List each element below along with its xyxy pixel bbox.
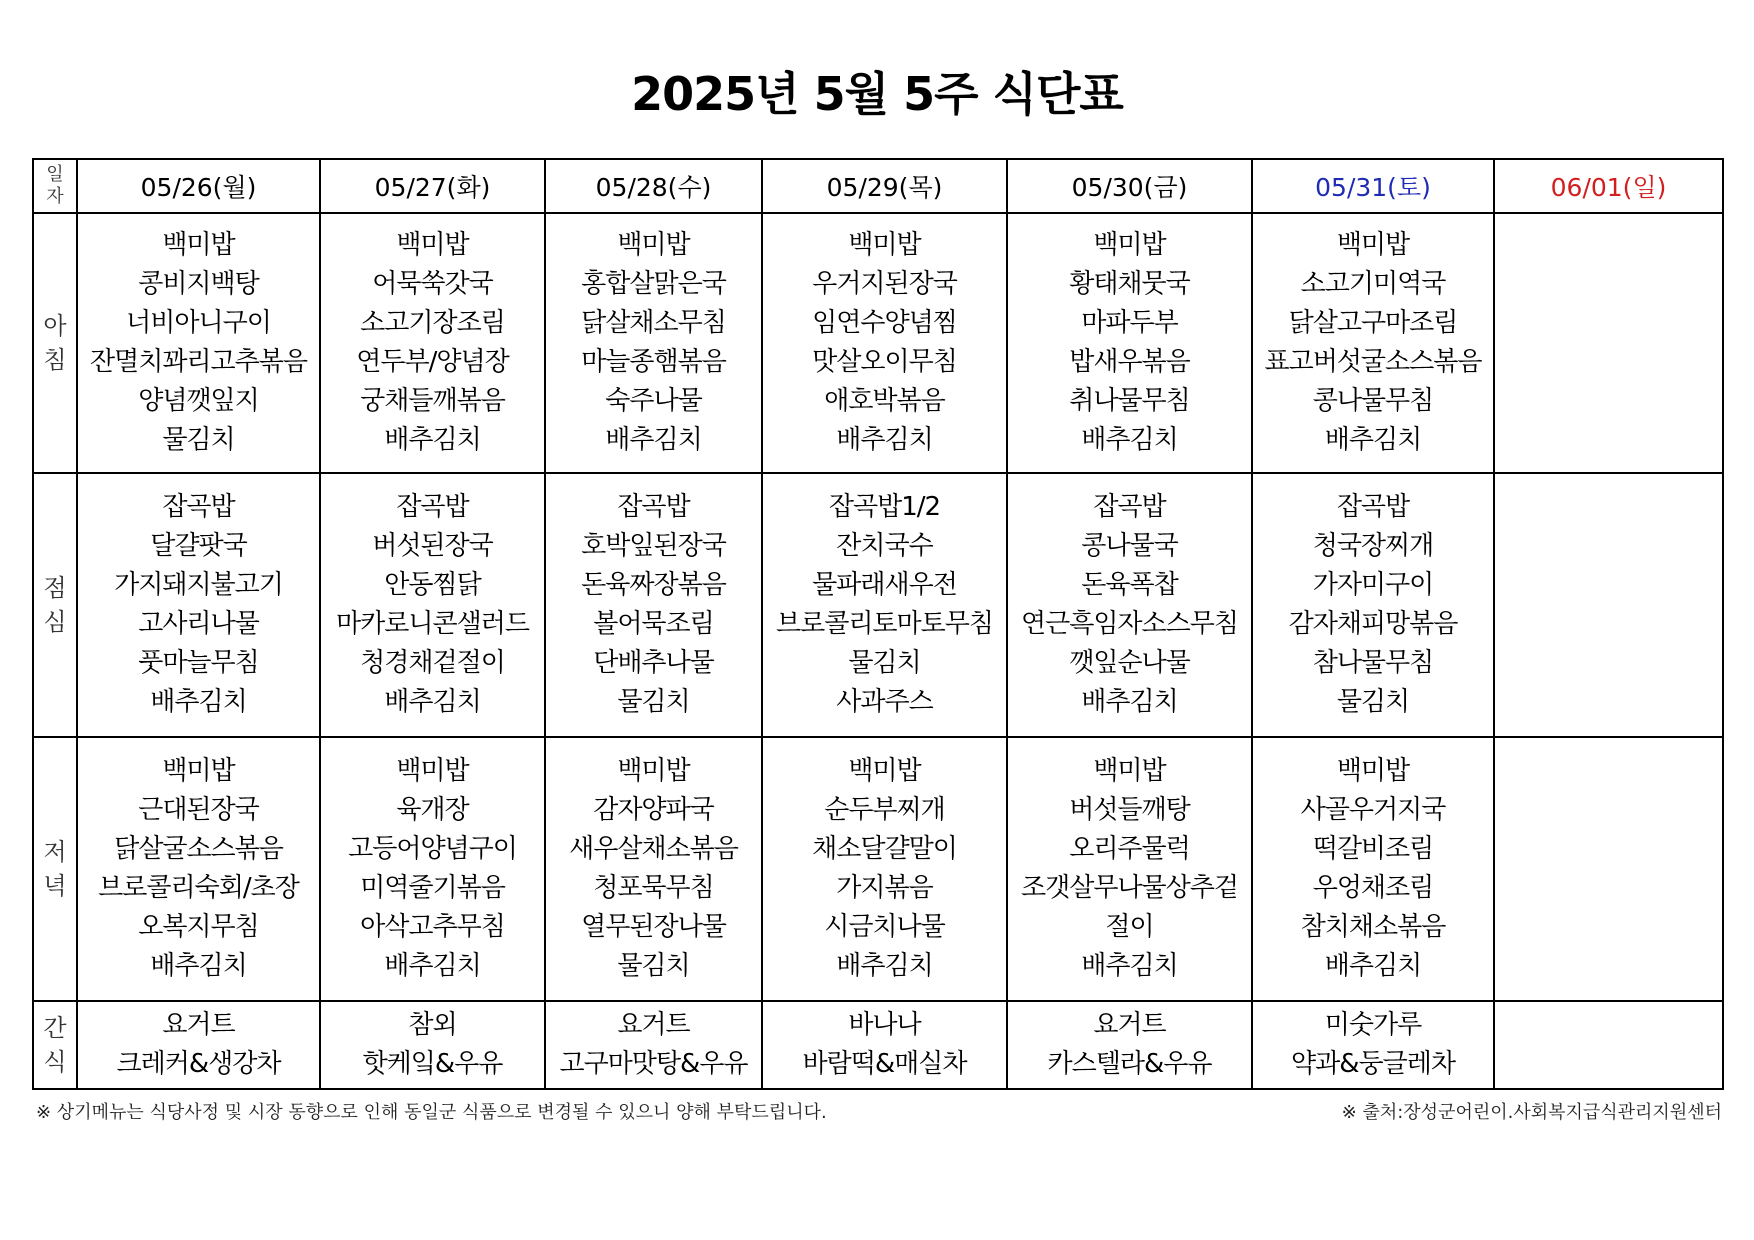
meal-row-dinner bbox=[33, 737, 1723, 1001]
menu-item: 취나물무침 bbox=[1069, 386, 1190, 416]
menu-item: 미역줄기볶음 bbox=[360, 873, 505, 903]
date-header-fri: 05/30(금) bbox=[1007, 159, 1252, 213]
meal-row-breakfast bbox=[33, 213, 1723, 473]
menu-item: 닭살굴소스볶음 bbox=[114, 834, 283, 864]
menu-item: 조갯살무나물상추겉 bbox=[1020, 873, 1239, 903]
disclaimer-note: ※ 상기메뉴는 식당사정 및 시장 동향으로 인해 동일군 식품으로 변경될 수 있으니 양해 부탁드립니다. bbox=[36, 1102, 827, 1123]
menu-item: 브로콜리숙회/초장 bbox=[98, 873, 299, 903]
meal-label-lunch: 점 심 bbox=[33, 473, 77, 737]
menu-item: 육개장 bbox=[396, 795, 469, 825]
menu-cell-breakfast-sun bbox=[1494, 213, 1723, 473]
menu-item: 잡곡밥 bbox=[162, 492, 235, 522]
menu-item: 닭살고구마조림 bbox=[1288, 308, 1458, 338]
menu-item: 물파래새우전 bbox=[812, 570, 957, 600]
menu-item: 잡곡밥 bbox=[1336, 492, 1410, 522]
menu-item: 오리주물럭 bbox=[1069, 834, 1190, 864]
menu-item: 백미밥 bbox=[396, 756, 469, 786]
menu-cell-snack-fri bbox=[1007, 1001, 1252, 1089]
menu-item: 근대된장국 bbox=[138, 795, 259, 825]
menu-item: 약과&둥글레차 bbox=[1291, 1049, 1455, 1079]
meal-row-lunch bbox=[33, 473, 1723, 737]
menu-item: 배추김치 bbox=[605, 425, 702, 455]
menu-item: 연근흑임자소스무침 bbox=[1020, 609, 1239, 639]
menu-item: 돈육폭찹 bbox=[1081, 570, 1178, 600]
menu-item: 백미밥 bbox=[1336, 230, 1410, 260]
menu-cell-breakfast-sat bbox=[1252, 213, 1494, 473]
menu-item: 잡곡밥 bbox=[617, 492, 690, 522]
menu-item: 배추김치 bbox=[836, 425, 933, 455]
menu-item: 마카로니콘샐러드 bbox=[336, 609, 529, 639]
menu-item: 잡곡밥 bbox=[1093, 492, 1166, 522]
date-header-sun: 06/01(일) bbox=[1494, 159, 1723, 213]
page-title: 2025년 5월 5주 식단표 bbox=[631, 67, 1123, 121]
menu-item: 배추김치 bbox=[1081, 687, 1178, 717]
menu-cell-breakfast-fri bbox=[1007, 213, 1252, 473]
menu-item: 소고기미역국 bbox=[1300, 269, 1446, 299]
menu-item: 백미밥 bbox=[848, 230, 921, 260]
menu-item: 잔멸치꽈리고추볶음 bbox=[89, 347, 308, 377]
menu-item: 배추김치 bbox=[1324, 425, 1422, 455]
menu-cell-lunch-mon bbox=[77, 473, 320, 737]
menu-item: 백미밥 bbox=[1336, 756, 1410, 786]
menu-item: 바람떡&매실차 bbox=[802, 1049, 967, 1079]
menu-item: 카스텔라&우유 bbox=[1047, 1049, 1212, 1079]
menu-item: 사과주스 bbox=[836, 687, 933, 717]
menu-item: 물김치 bbox=[617, 951, 690, 981]
menu-item: 물김치 bbox=[617, 687, 690, 717]
date-header-sat: 05/31(토) bbox=[1252, 159, 1494, 213]
menu-item: 콩나물무침 bbox=[1312, 386, 1434, 416]
menu-item: 맛살오이무침 bbox=[812, 347, 957, 377]
menu-item: 궁채들깨볶음 bbox=[360, 386, 505, 416]
menu-item: 절이 bbox=[1105, 912, 1154, 942]
menu-item: 크레커&생강차 bbox=[116, 1049, 281, 1079]
menu-item: 물김치 bbox=[1336, 687, 1410, 717]
menu-cell-dinner-wed bbox=[545, 737, 762, 1001]
meal-label-snack: 간 식 bbox=[33, 1001, 77, 1089]
menu-item: 고구마맛탕&우유 bbox=[559, 1049, 748, 1079]
menu-item: 시금치나물 bbox=[824, 912, 945, 942]
menu-item: 깻잎순나물 bbox=[1069, 648, 1190, 678]
menu-item: 핫케잌&우유 bbox=[362, 1049, 503, 1079]
menu-item: 버섯들깨탕 bbox=[1069, 795, 1190, 825]
menu-item: 풋마늘무침 bbox=[138, 648, 259, 678]
menu-item: 호박잎된장국 bbox=[581, 531, 726, 561]
menu-item: 버섯된장국 bbox=[372, 531, 493, 561]
menu-cell-dinner-tue bbox=[320, 737, 545, 1001]
date-header-tue: 05/27(화) bbox=[320, 159, 545, 213]
menu-item: 백미밥 bbox=[617, 230, 690, 260]
menu-cell-lunch-sun bbox=[1494, 473, 1723, 737]
menu-item: 배추김치 bbox=[1081, 951, 1178, 981]
menu-item: 표고버섯굴소스볶음 bbox=[1264, 347, 1482, 377]
menu-cell-snack-wed bbox=[545, 1001, 762, 1089]
menu-table bbox=[32, 158, 1724, 1090]
menu-item: 어묵쑥갓국 bbox=[372, 269, 493, 299]
menu-item: 황태채뭇국 bbox=[1069, 269, 1190, 299]
menu-item: 연두부/양념장 bbox=[356, 347, 509, 377]
menu-item: 배추김치 bbox=[1324, 951, 1422, 981]
menu-cell-dinner-fri bbox=[1007, 737, 1252, 1001]
menu-item: 우거지된장국 bbox=[812, 269, 957, 299]
menu-item: 참나물무침 bbox=[1312, 648, 1434, 678]
menu-item: 소고기장조림 bbox=[360, 308, 505, 338]
menu-item: 홍합살맑은국 bbox=[581, 269, 726, 299]
menu-item: 요거트 bbox=[617, 1010, 690, 1040]
menu-cell-snack-sat bbox=[1252, 1001, 1494, 1089]
menu-item: 양념깻잎지 bbox=[138, 386, 259, 416]
menu-item: 백미밥 bbox=[396, 230, 469, 260]
menu-item: 순두부찌개 bbox=[824, 795, 945, 825]
menu-item: 배추김치 bbox=[150, 951, 247, 981]
menu-item: 잔치국수 bbox=[836, 531, 933, 561]
menu-cell-breakfast-thu bbox=[762, 213, 1007, 473]
menu-item: 배추김치 bbox=[384, 951, 481, 981]
menu-cell-breakfast-tue bbox=[320, 213, 545, 473]
menu-item: 물김치 bbox=[162, 425, 235, 455]
menu-item: 애호박볶음 bbox=[824, 386, 945, 416]
meal-label-dinner: 저 녁 bbox=[33, 737, 77, 1001]
menu-item: 가자미구이 bbox=[1312, 570, 1434, 600]
menu-cell-breakfast-mon bbox=[77, 213, 320, 473]
menu-cell-lunch-wed bbox=[545, 473, 762, 737]
menu-cell-lunch-fri bbox=[1007, 473, 1252, 737]
menu-item: 브로콜리토마토무침 bbox=[775, 609, 994, 639]
date-header-wed: 05/28(수) bbox=[545, 159, 762, 213]
menu-item: 볼어묵조림 bbox=[593, 609, 714, 639]
menu-cell-snack-sun bbox=[1494, 1001, 1723, 1089]
menu-item: 바나나 bbox=[848, 1010, 921, 1040]
menu-item: 오복지무침 bbox=[138, 912, 259, 942]
date-header-thu: 05/29(목) bbox=[762, 159, 1007, 213]
menu-item: 안동찜닭 bbox=[384, 570, 481, 600]
menu-item: 잡곡밥 bbox=[396, 492, 469, 522]
menu-item: 우엉채조림 bbox=[1312, 873, 1434, 903]
menu-item: 참치채소볶음 bbox=[1300, 912, 1446, 942]
menu-item: 백미밥 bbox=[162, 230, 235, 260]
menu-cell-dinner-sun bbox=[1494, 737, 1723, 1001]
date-header-label: 일 자 bbox=[33, 159, 77, 213]
meal-label-breakfast: 아 침 bbox=[33, 213, 77, 473]
menu-item: 마늘종햄볶음 bbox=[581, 347, 726, 377]
menu-cell-lunch-sat bbox=[1252, 473, 1494, 737]
menu-item: 배추김치 bbox=[384, 687, 481, 717]
menu-item: 백미밥 bbox=[1093, 230, 1166, 260]
menu-item: 가지돼지불고기 bbox=[114, 570, 283, 600]
menu-item: 참외 bbox=[408, 1010, 457, 1040]
menu-item: 콩나물국 bbox=[1081, 531, 1178, 561]
menu-item: 요거트 bbox=[1093, 1010, 1166, 1040]
menu-item: 백미밥 bbox=[1093, 756, 1166, 786]
menu-item: 닭살채소무침 bbox=[581, 308, 726, 338]
menu-cell-breakfast-wed bbox=[545, 213, 762, 473]
menu-item: 청포묵무침 bbox=[593, 873, 714, 903]
menu-item: 배추김치 bbox=[150, 687, 247, 717]
menu-item: 감자채피망볶음 bbox=[1288, 609, 1458, 639]
menu-item: 너비아니구이 bbox=[126, 308, 271, 338]
menu-item: 배추김치 bbox=[1081, 425, 1178, 455]
meal-row-snack bbox=[33, 1001, 1723, 1089]
header-row bbox=[33, 159, 1723, 213]
menu-cell-lunch-thu bbox=[762, 473, 1007, 737]
menu-item: 임연수양념찜 bbox=[812, 308, 957, 338]
menu-item: 고사리나물 bbox=[138, 609, 259, 639]
menu-cell-dinner-thu bbox=[762, 737, 1007, 1001]
menu-item: 배추김치 bbox=[384, 425, 481, 455]
menu-item: 사골우거지국 bbox=[1300, 795, 1446, 825]
menu-cell-dinner-sat bbox=[1252, 737, 1494, 1001]
menu-item: 잡곡밥1/2 bbox=[828, 492, 941, 522]
menu-item: 단배추나물 bbox=[593, 648, 714, 678]
menu-item: 청국장찌개 bbox=[1312, 531, 1434, 561]
menu-cell-snack-thu bbox=[762, 1001, 1007, 1089]
menu-item: 밥새우볶음 bbox=[1069, 347, 1190, 377]
menu-item: 청경채겉절이 bbox=[360, 648, 505, 678]
menu-item: 아삭고추무침 bbox=[360, 912, 505, 942]
source-note: ※ 출처:장성군어린이.사회복지급식관리지원센터 bbox=[1341, 1102, 1722, 1123]
menu-cell-lunch-tue bbox=[320, 473, 545, 737]
menu-item: 미숫가루 bbox=[1324, 1010, 1422, 1040]
menu-item: 백미밥 bbox=[617, 756, 690, 786]
menu-item: 마파두부 bbox=[1081, 308, 1178, 338]
date-header-mon: 05/26(월) bbox=[77, 159, 320, 213]
menu-item: 백미밥 bbox=[848, 756, 921, 786]
menu-item: 감자양파국 bbox=[593, 795, 714, 825]
menu-item: 물김치 bbox=[848, 648, 921, 678]
menu-item: 배추김치 bbox=[836, 951, 933, 981]
menu-item: 달걀팟국 bbox=[150, 531, 247, 561]
menu-item: 열무된장나물 bbox=[581, 912, 726, 942]
menu-item: 떡갈비조림 bbox=[1312, 834, 1434, 864]
menu-item: 콩비지백탕 bbox=[138, 269, 259, 299]
menu-item: 채소달걀말이 bbox=[812, 834, 957, 864]
menu-item: 고등어양념구이 bbox=[348, 834, 517, 864]
menu-item: 숙주나물 bbox=[605, 386, 702, 416]
menu-cell-snack-tue bbox=[320, 1001, 545, 1089]
menu-cell-dinner-mon bbox=[77, 737, 320, 1001]
menu-item: 백미밥 bbox=[162, 756, 235, 786]
menu-item: 가지볶음 bbox=[836, 873, 933, 903]
menu-item: 요거트 bbox=[162, 1010, 235, 1040]
menu-item: 새우살채소볶음 bbox=[569, 834, 738, 864]
menu-item: 돈육짜장볶음 bbox=[581, 570, 726, 600]
menu-cell-snack-mon bbox=[77, 1001, 320, 1089]
